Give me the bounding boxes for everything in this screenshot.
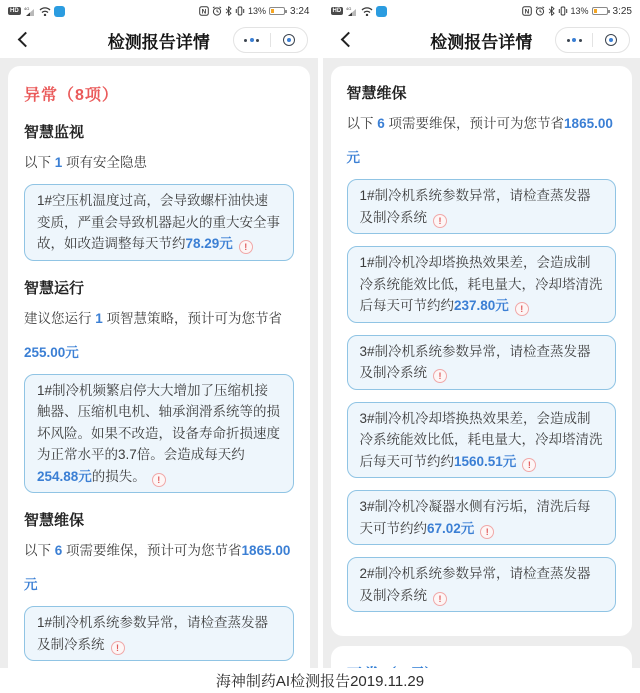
messenger-app-icon [54,6,65,17]
maintenance-card [331,66,633,636]
report-scroll-area-left[interactable] [0,58,318,668]
warning-icon [239,240,253,254]
page-title: 检测报告详情 [107,32,210,52]
warning-icon [522,458,536,472]
more-options-button[interactable] [234,28,270,52]
svg-text:N: N [201,8,207,16]
signal-bars-icon [24,6,36,16]
status-right-icons [199,6,309,17]
warning-icon [515,302,529,316]
close-capsule-button[interactable] [593,28,629,52]
nfc-icon [522,6,532,16]
maintenance-intro: 以下 6 项需要维保，预计可为您节省1865.00元 [346,116,613,165]
warning-icon [433,369,447,383]
vibrate-icon [235,6,245,16]
alert-box: 1#制冷机冷却塔换热效果差，会造成制冷系统能效比低，耗电量大，冷却塔清洗后每天可节约约237.80元! [347,246,617,323]
status-left-icons [331,6,388,17]
three-dots-icon [567,38,582,42]
phone-right [323,0,640,668]
wifi-icon [39,6,51,16]
page-title: 检测报告详情 [430,32,533,52]
back-button[interactable] [14,30,34,50]
svg-text:N: N [524,8,529,16]
status-right-icons [522,6,632,17]
warning-icon [433,592,447,606]
monitor-heading: 智慧监视 [24,124,85,141]
normal-card [331,646,633,668]
alert-box: 3#制冷机冷却塔换热效果差，会造成制冷系统能效比低，耗电量大，冷却塔清洗后每天可节约约1560.51元! [347,402,617,479]
back-button[interactable] [337,30,357,50]
normal-section-title [347,662,617,668]
warning-icon [152,473,166,487]
report-scroll-area-right[interactable] [323,58,640,668]
phone-left [0,0,318,668]
bluetooth-icon [548,6,555,16]
battery-icon [592,7,608,15]
hd-icon: HD [332,8,342,14]
alert-box: 1#制冷机系统参数异常，请检查蒸发器及制冷系统! [24,606,294,661]
miniprogram-capsule [555,27,630,53]
hd-icon: HD [10,8,19,14]
messenger-app-icon [376,6,387,17]
svg-text:4G: 4G [346,6,352,11]
monitor-intro: 以下 1 项有安全隐患 [24,155,148,170]
wifi-icon [361,6,373,16]
circle-target-icon [605,34,617,46]
nfc-icon [199,6,209,16]
miniprogram-capsule [233,27,308,53]
warning-icon [433,214,447,228]
close-capsule-button[interactable] [271,28,307,52]
abnormal-section-title: 异常（8项） [24,87,119,104]
nav-bar-left [0,22,318,58]
alert-box: 1#制冷机频繁启停大大增加了压缩机接触器、压缩机电机、轴承润滑系统等的损坏风险。如果不改造，设备寿命折损速度为正常水平的3.7倍。会造成每天约254.88元的损失。! [24,374,294,494]
alert-box: 3#制冷机冷凝器水侧有污垢，清洗后每天可节约约67.02元! [347,490,617,545]
status-time: 3:24 [290,5,310,17]
alert-box: 1#空压机温度过高，会导致螺杆油快速变质，严重会导致机器起火的重大安全事故，如改造调整每天节约78.29元! [24,184,294,261]
circle-target-icon [283,34,295,46]
run-intro: 建议您运行 1 项智慧策略，预计可为您节省255.00元 [24,310,283,360]
abnormal-card [8,66,310,668]
nav-bar-right [323,22,640,58]
report-caption: 海神制药AI检测报告2019.11.29 [0,668,640,693]
alert-box: 3#制冷机系统参数异常，请检查蒸发器及制冷系统! [347,335,617,390]
alert-box: 1#制冷机系统参数异常，请检查蒸发器及制冷系统! [347,179,617,234]
run-heading: 智慧运行 [24,279,85,297]
three-dots-icon [244,38,259,42]
bluetooth-icon [225,6,232,16]
battery-percent: 13% [248,6,267,16]
svg-text:4G: 4G [23,6,30,11]
battery-icon [269,7,285,15]
status-bar-right [323,0,640,22]
maintenance-intro: 以下 6 项需要维保，预计可为您节省1865.00元 [24,543,291,592]
alarm-clock-icon [535,6,545,16]
alert-box: 2#制冷机系统参数异常，请检查蒸发器及制冷系统! [347,557,617,612]
alarm-clock-icon [212,6,222,16]
maintenance-heading: 智慧维保 [346,85,407,102]
vibrate-icon [558,6,568,16]
status-left-icons [8,6,65,17]
status-bar-left [0,0,318,22]
more-options-button[interactable] [556,28,592,52]
signal-bars-icon [346,6,358,16]
battery-percent: 13% [570,6,589,16]
warning-icon [480,525,494,539]
status-time: 3:25 [612,5,632,17]
maintenance-heading: 智慧维保 [24,512,85,529]
warning-icon [111,641,125,655]
